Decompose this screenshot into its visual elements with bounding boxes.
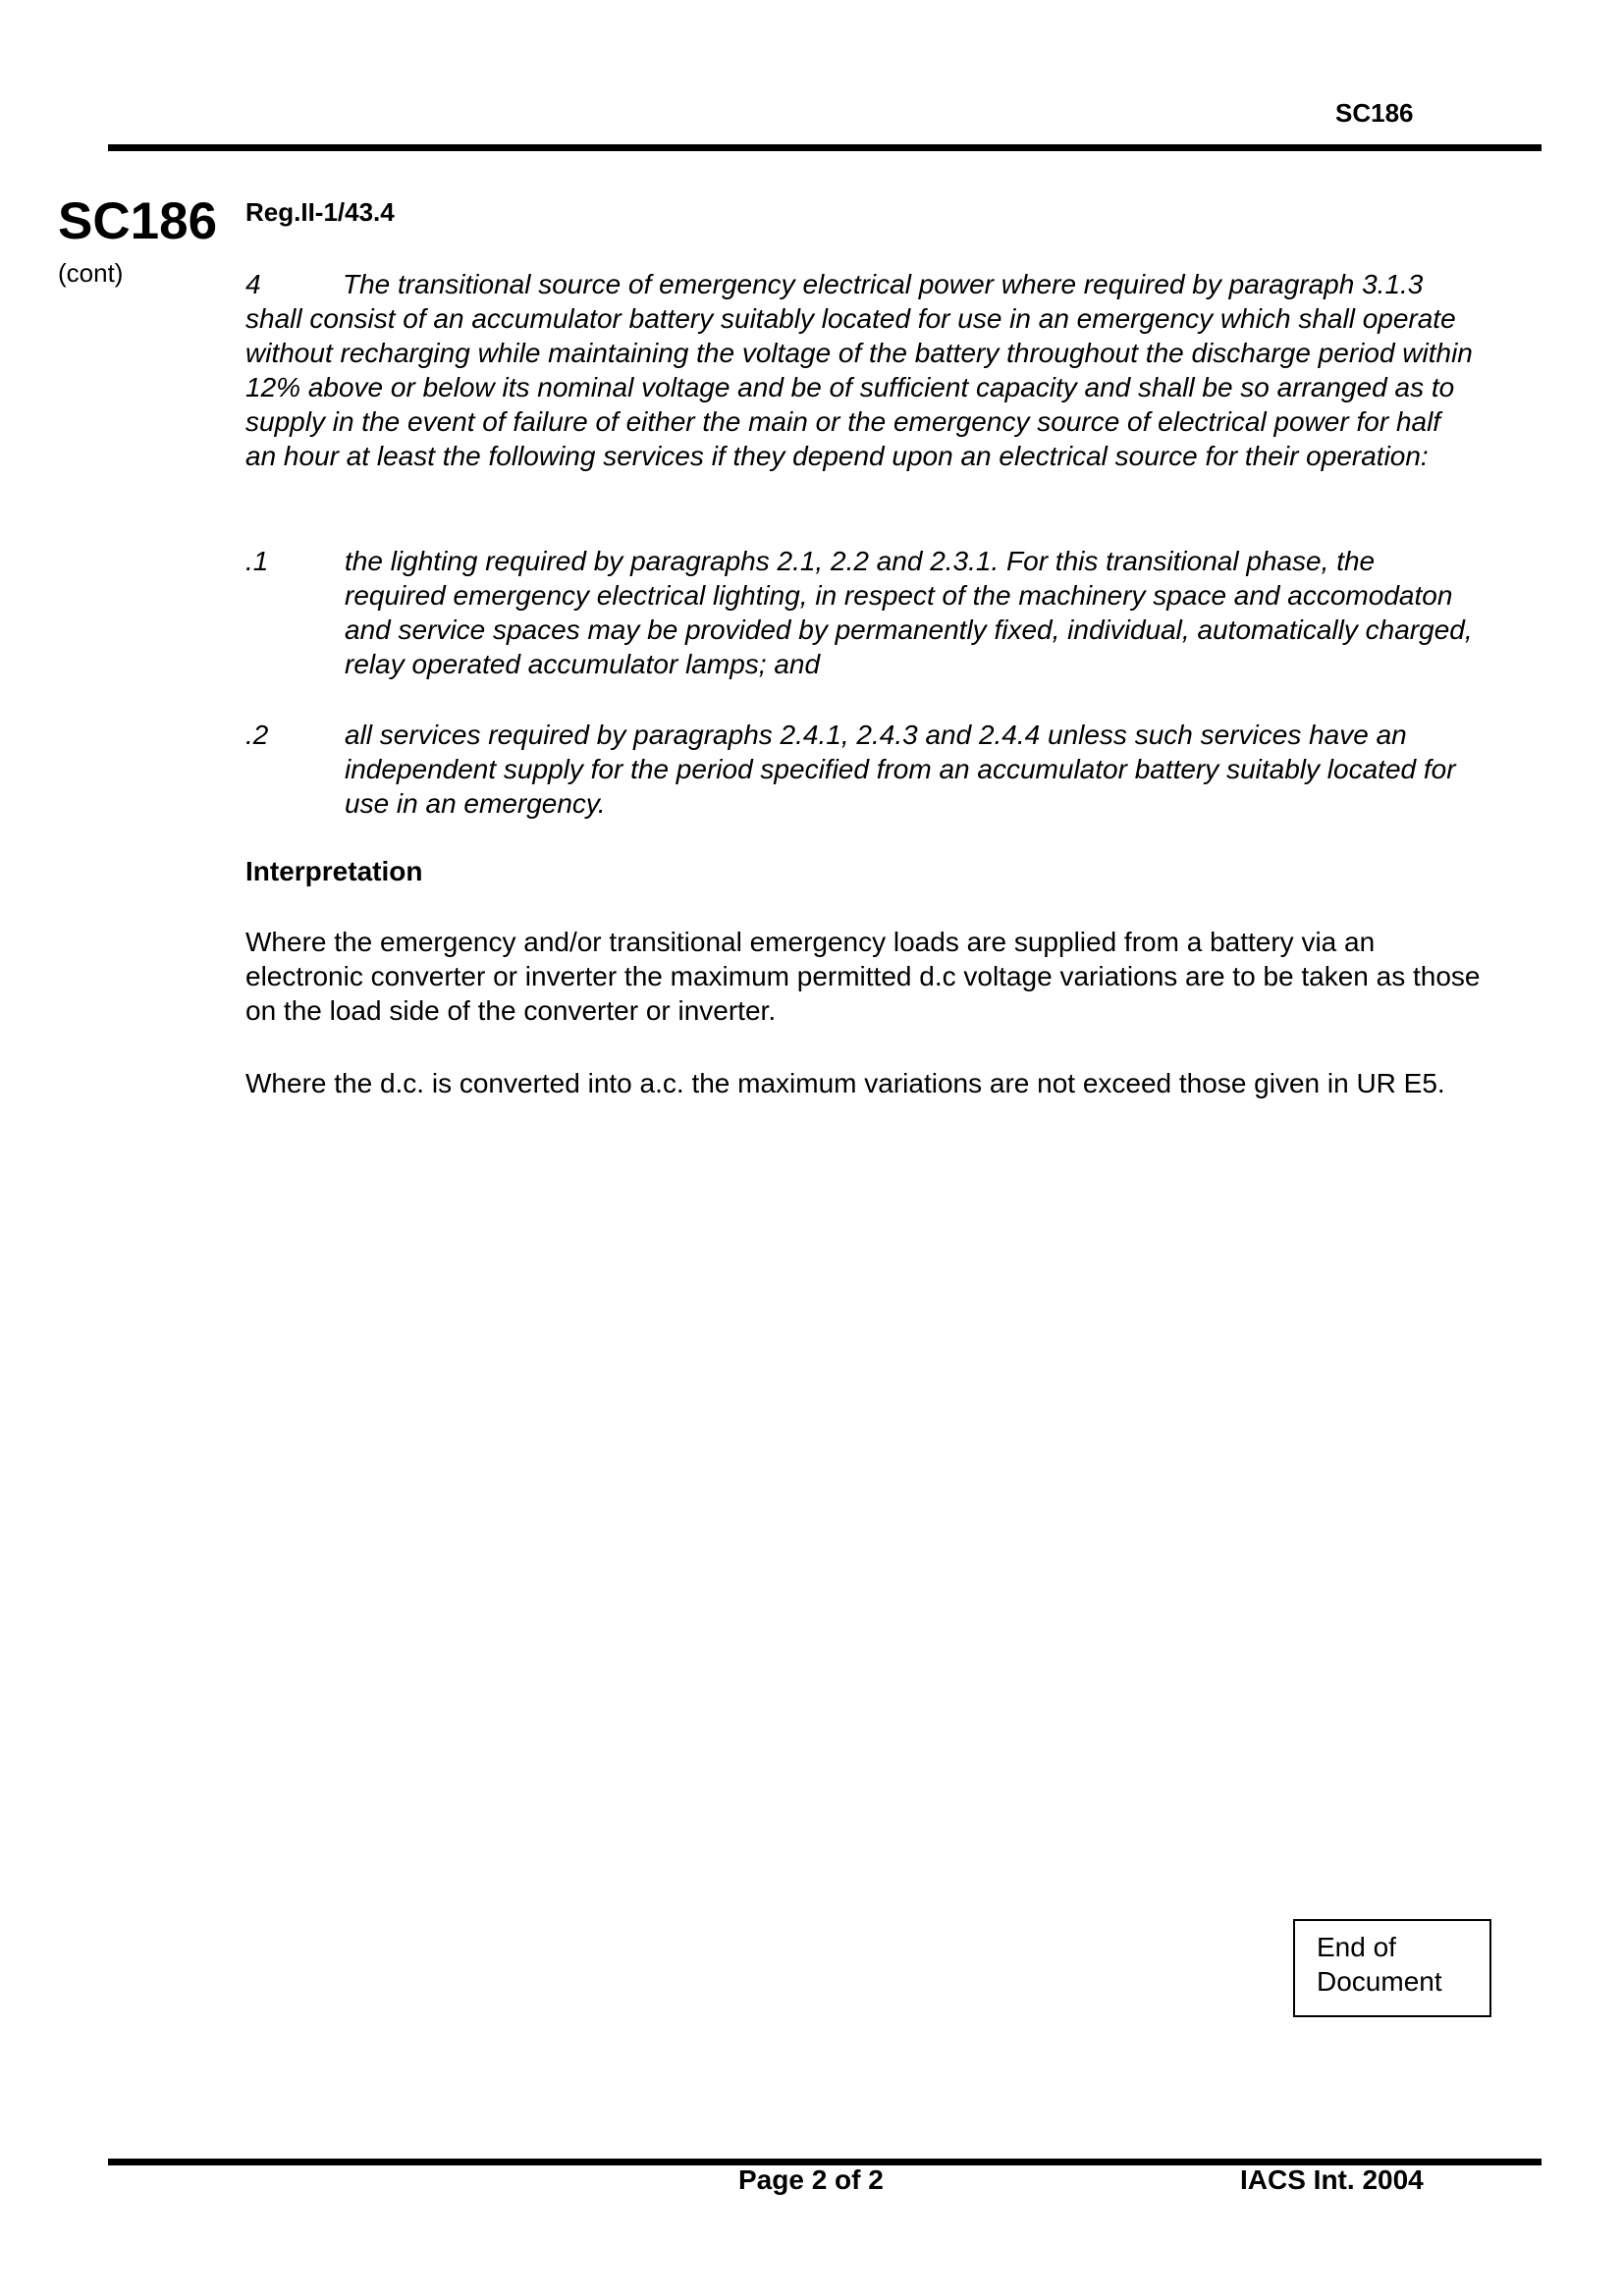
document-code: SC186 xyxy=(58,192,218,250)
header-code: SC186 xyxy=(1335,98,1414,128)
interpretation-paragraph: Where the d.c. is converted into a.c. the maximum variations are not exceed those given in UR E5. xyxy=(245,1068,1445,1098)
list-item-text: the lighting required by paragraphs 2.1, 2.2 and 2.3.1. For this transitional phase, the required emergency electrical lighting, in respect of the machinery space and accomodaton and service spaces may be provided by permanently fixed, individual, automatically charged, relay operated accumulator lamps; and xyxy=(345,546,1473,679)
paragraph-4 xyxy=(245,267,1473,473)
end-box-line: Document xyxy=(1317,1966,1442,1997)
list-item-marker: .1 xyxy=(245,546,269,576)
end-of-document-box xyxy=(1293,1919,1491,2017)
end-box-line: End of xyxy=(1317,1932,1396,1962)
paragraph-text: The transitional source of emergency electrical power where required by paragraph 3.1.3 shall consist of an accumulator battery suitably located for use in an emergency which shall operate without recharging while maintaining the voltage of the battery throughout the discharge period within 12% above or below its nominal voltage and be of sufficient capacity and shall be so arranged as to supply in the event of failure of either the main or the emergency source of electrical power for half an hour at least the following services if they depend upon an electrical source for their operation: xyxy=(245,269,1473,471)
continued-label: (cont) xyxy=(58,258,124,288)
list-item xyxy=(245,718,1473,821)
header-rule xyxy=(108,144,1542,151)
page-number: Page 2 of 2 xyxy=(738,2164,884,2195)
interpretation-heading: Interpretation xyxy=(245,856,423,886)
regulation-reference: Reg.II-1/43.4 xyxy=(245,197,395,227)
paragraph-number: 4 xyxy=(245,269,261,299)
list-item-marker: .2 xyxy=(245,720,269,750)
list-item xyxy=(245,544,1473,681)
list-item-text: all services required by paragraphs 2.4.1, 2.4.3 and 2.4.4 unless such services have an independent supply for the period specified from an accumulator battery suitably located for use in an emergency. xyxy=(345,720,1456,819)
interpretation-paragraph: Where the emergency and/or transitional emergency loads are supplied from a battery via an electronic converter or inverter the maximum permitted d.c voltage variations are to be taken as those on the load side of the converter or inverter. xyxy=(245,927,1481,1026)
footer-organization: IACS Int. 2004 xyxy=(1240,2164,1424,2195)
